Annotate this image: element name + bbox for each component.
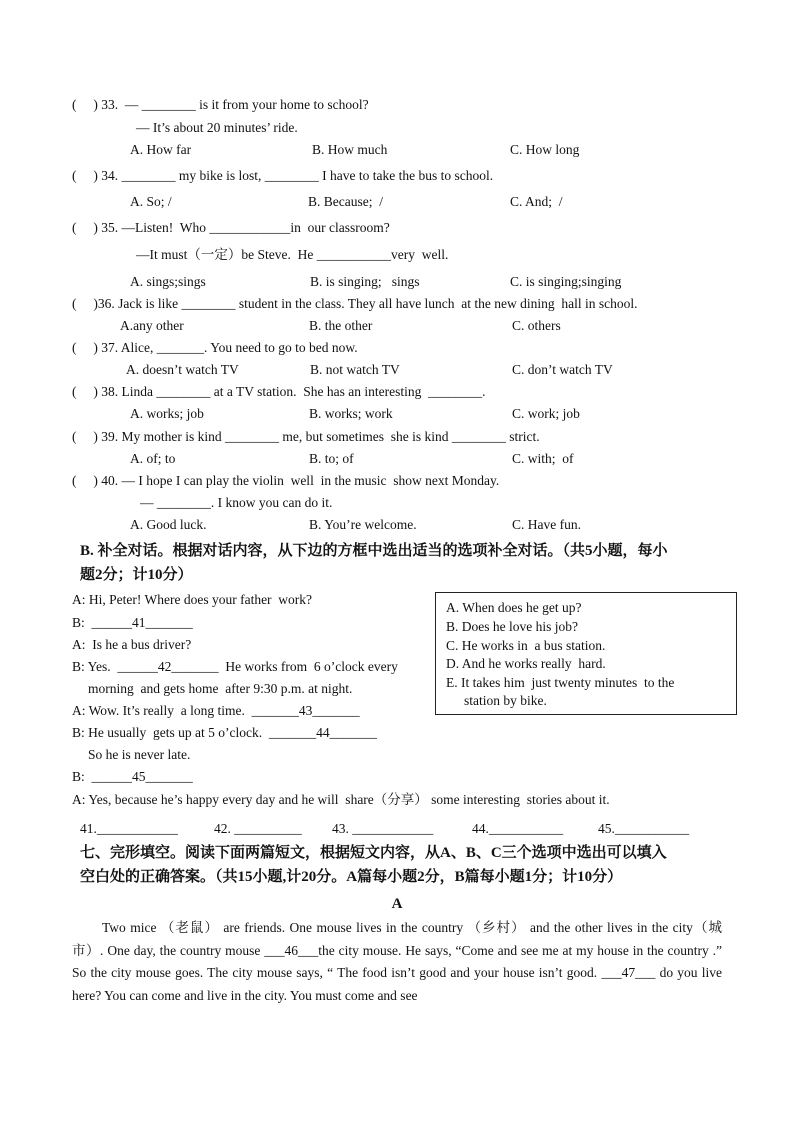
- options-box: [435, 592, 737, 715]
- q36-option-c: C. others: [512, 318, 561, 333]
- dialogue-line: B: ______45_______: [72, 769, 193, 784]
- option-item: E. It takes him just twenty minutes to the: [446, 675, 675, 690]
- q34-option-b: B. Because; /: [308, 194, 383, 209]
- passage-title: A: [391, 896, 403, 912]
- q37-option-a: A. doesn’t watch TV: [126, 362, 239, 377]
- dialogue-line: A: Hi, Peter! Where does your father work?: [72, 592, 313, 607]
- q37-option-b: B. not watch TV: [310, 362, 400, 377]
- answer-blank-42: 42. __________: [214, 821, 302, 836]
- question-34: ( ) 34. ________ my bike is lost, ________ I have to take the bus to school.: [72, 168, 494, 183]
- q34-option-a: A. So; /: [130, 194, 172, 209]
- q33-option-c: C. How long: [510, 142, 580, 157]
- q35-option-a: A. sings;sings: [130, 274, 206, 289]
- dialogue-line: B: He usually gets up at 5 o’clock. _______44_______: [72, 725, 377, 740]
- question-35: ( ) 35. —Listen! Who ____________in our classroom?: [72, 220, 390, 235]
- q35-option-b: B. is singing; sings: [310, 274, 420, 289]
- option-item: D. And he works really hard.: [446, 656, 606, 671]
- question-38: ( ) 38. Linda ________ at a TV station. She has an interesting ________.: [72, 384, 486, 399]
- option-item: B. Does he love his job?: [446, 619, 578, 634]
- q39-option-a: A. of; to: [130, 451, 176, 466]
- dialogue-line: A: Wow. It’s really a long time. _______43_______: [72, 703, 360, 718]
- question-40-reply: — ________. I know you can do it.: [140, 495, 333, 510]
- question-39: ( ) 39. My mother is kind ________ me, but sometimes she is kind ________ strict.: [72, 429, 540, 444]
- q39-option-b: B. to; of: [309, 451, 354, 466]
- dialogue-line: morning and gets home after 9:30 p.m. at night.: [88, 681, 353, 696]
- question-33-reply: — It’s about 20 minutes’ ride.: [136, 120, 298, 135]
- dialogue-line: A: Is he a bus driver?: [72, 637, 192, 652]
- q33-option-b: B. How much: [312, 142, 388, 157]
- section-7-title-line1: 七、完形填空。阅读下面两篇短文，根据短文内容，从A、B、C三个选项中选出可以填入: [80, 845, 667, 861]
- question-37: ( ) 37. Alice, _______. You need to go to bed now.: [72, 340, 358, 355]
- q38-option-a: A. works; job: [130, 406, 204, 421]
- question-33: ( ) 33. — ________ is it from your home to school?: [72, 97, 369, 112]
- q38-option-c: C. work; job: [512, 406, 580, 421]
- q38-option-b: B. works; work: [309, 406, 393, 421]
- section-b-title-line1: B. 补全对话。根据对话内容，从下边的方框中选出适当的选项补全对话。（共5小题，每小: [80, 543, 668, 559]
- q37-option-c: C. don’t watch TV: [512, 362, 613, 377]
- q40-option-c: C. Have fun.: [512, 517, 581, 532]
- answer-blank-45: 45.___________: [598, 821, 690, 836]
- option-item: A. When does he get up?: [446, 600, 582, 615]
- question-36: ( )36. Jack is like ________ student in the class. They all have lunch at the new dining hall in school.: [72, 296, 638, 311]
- answer-blank-41: 41.____________: [80, 821, 178, 836]
- answer-blank-43: 43. ____________: [332, 821, 434, 836]
- answer-blank-44: 44.___________: [472, 821, 564, 836]
- section-b-title-line2: 题2分；计10分）: [80, 567, 193, 583]
- q36-option-a: A.any other: [120, 318, 184, 333]
- q35-option-c: C. is singing;singing: [510, 274, 622, 289]
- option-item: C. He works in a bus station.: [446, 638, 606, 653]
- dialogue-line: B: Yes. ______42_______ He works from 6 o’clock every: [72, 659, 398, 674]
- question-35-reply: —It must（一定）be Steve. He ___________very well.: [136, 247, 449, 262]
- question-40: ( ) 40. — I hope I can play the violin well in the music show next Monday.: [72, 473, 500, 488]
- section-7-title-line2: 空白处的正确答案。（共15小题,计20分。A篇每小题2分，B篇每小题1分；计10分）: [80, 869, 623, 885]
- option-item: station by bike.: [464, 693, 547, 708]
- q36-option-b: B. the other: [309, 318, 373, 333]
- dialogue-line: A: Yes, because he’s happy every day and he will share（分享） some interesting stories about it.: [72, 792, 610, 807]
- q34-option-c: C. And; /: [510, 194, 563, 209]
- dialogue-line: B: ______41_______: [72, 615, 193, 630]
- q40-option-a: A. Good luck.: [130, 517, 207, 532]
- dialogue-line: So he is never late.: [88, 747, 191, 762]
- passage-a-text: Two mice （老鼠） are friends. One mouse lives in the country （乡村） and the other lives in the city（城市）. One day, the country mouse ___46___the city mouse. He says, “Come and see me at my house in the country .” So the city mouse goes. The city mouse says, “ The food isn’t good and your house isn’t good. ___47___ do you live here? You can come and live in the city. You must come and see: [72, 920, 722, 1003]
- q40-option-b: B. You’re welcome.: [309, 517, 417, 532]
- q33-option-a: A. How far: [130, 142, 192, 157]
- q39-option-c: C. with; of: [512, 451, 574, 466]
